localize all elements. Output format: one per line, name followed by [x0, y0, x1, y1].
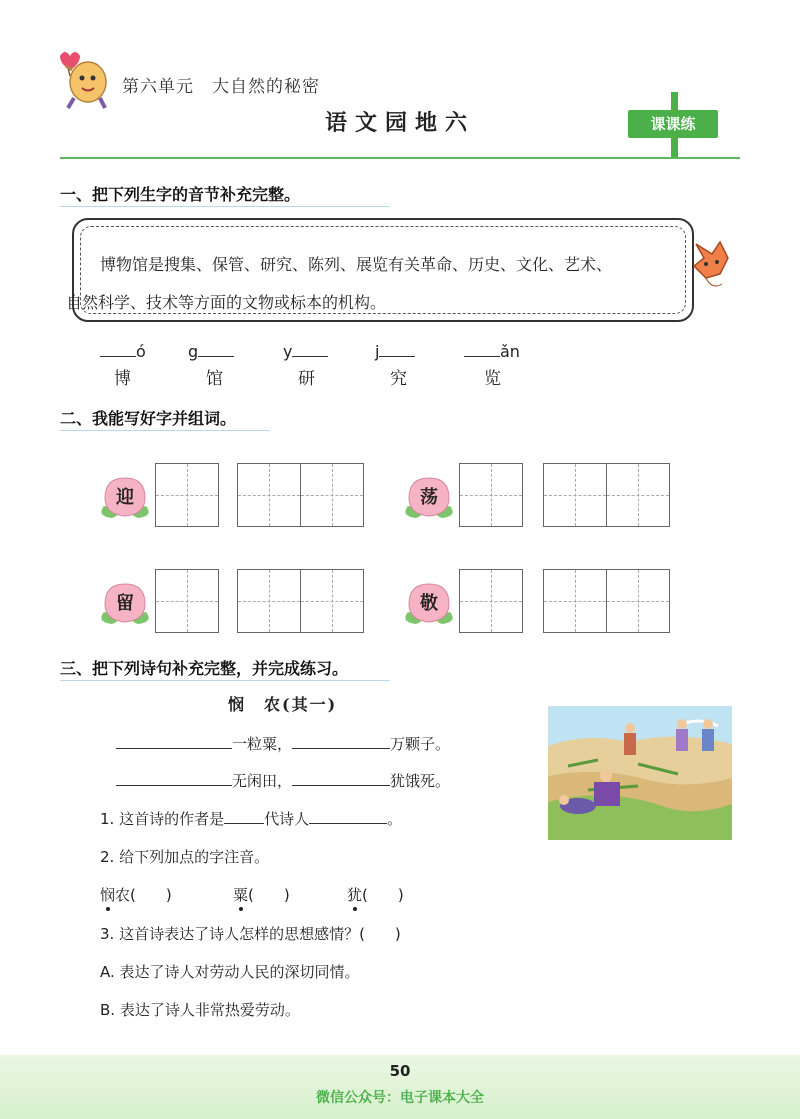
practice-char-4: 敬: [420, 593, 438, 614]
q2-item-2: 粟( ): [233, 886, 290, 904]
pinyin-item-5: ǎn: [464, 342, 520, 361]
wechat-watermark: 微信公众号：电子课本大全: [316, 1090, 484, 1106]
unit-title: 第六单元 大自然的秘密: [122, 77, 320, 97]
header-divider: [60, 157, 740, 159]
writing-grid-cell[interactable]: [155, 463, 219, 527]
char-4: 究: [390, 369, 407, 389]
answer-blank[interactable]: [292, 771, 390, 786]
page-number: 50: [389, 1062, 411, 1080]
answer-blank[interactable]: [224, 809, 264, 824]
writing-grid-cell[interactable]: [459, 463, 523, 527]
emphasis-dot: [239, 907, 243, 911]
writing-grid-cell[interactable]: [237, 463, 301, 527]
answer-blank[interactable]: [116, 734, 232, 749]
writing-grid-cell[interactable]: [300, 569, 364, 633]
question-3: 3. 这首诗表达了诗人怎样的思想感情？( ): [100, 925, 401, 943]
pinyin-item-2: g: [188, 342, 234, 361]
writing-grid-cell[interactable]: [606, 463, 670, 527]
writing-grid-cell[interactable]: [155, 569, 219, 633]
passage-line-2: 自然科学、技术等方面的文物或标本的机构。: [66, 293, 387, 312]
char-1: 博: [114, 369, 131, 389]
answer-blank[interactable]: [379, 342, 415, 357]
writing-grid-cell[interactable]: [606, 569, 670, 633]
writing-grid-cell[interactable]: [543, 463, 607, 527]
answer-blank[interactable]: [464, 342, 500, 357]
char-2: 馆: [206, 369, 223, 389]
q2-item-1: 悯农( ): [100, 886, 172, 904]
section3-underline: [60, 680, 390, 681]
poem-line-2: 无闲田， 犹饿死。: [116, 770, 450, 791]
option-a: A. 表达了诗人对劳动人民的深切同情。: [100, 963, 360, 981]
writing-grid-cell[interactable]: [459, 569, 523, 633]
writing-grid-cell[interactable]: [543, 569, 607, 633]
section3-title: 三、把下列诗句补充完整，并完成练习。: [60, 659, 349, 678]
passage-text: [66, 246, 690, 322]
practice-char-3: 留: [116, 593, 134, 614]
emphasis-dot: [353, 907, 357, 911]
pinyin-item-4: j: [375, 342, 415, 361]
lesson-badge: 课课练: [628, 110, 718, 138]
practice-char-2: 荡: [420, 487, 438, 508]
question-1: 1. 这首诗的作者是 代诗人 。: [100, 810, 403, 828]
writing-grid-cell[interactable]: [300, 463, 364, 527]
char-5: 览: [484, 369, 501, 389]
pinyin-item-1: ó: [100, 342, 146, 361]
answer-blank[interactable]: [100, 342, 136, 357]
char-3: 研: [298, 369, 315, 389]
emphasis-dot: [106, 907, 110, 911]
section2-title: 二、我能写好字并组词。: [60, 409, 237, 428]
writing-grid-cell[interactable]: [237, 569, 301, 633]
farmers-illustration: [548, 706, 732, 840]
passage-line-1: 博物馆是搜集、保管、研究、陈列、展览有关革命、历史、文化、艺术、: [100, 255, 613, 274]
answer-blank[interactable]: [309, 809, 387, 824]
section2-underline: [60, 430, 270, 431]
answer-blank[interactable]: [198, 342, 234, 357]
poem-title: 悯 农(其一): [228, 695, 338, 714]
option-b: B. 表达了诗人非常热爱劳动。: [100, 1001, 300, 1019]
poem-line-1: 一粒粟， 万颗子。: [116, 733, 450, 754]
section1-title: 一、把下列生字的音节补充完整。: [60, 185, 301, 204]
mascot-illustration: [56, 48, 114, 112]
answer-blank[interactable]: [116, 771, 232, 786]
q2-item-3: 犹( ): [347, 886, 404, 904]
section1-underline: [60, 206, 390, 207]
lesson-title: 语文园地六: [324, 110, 475, 136]
question-2: 2. 给下列加点的字注音。: [100, 848, 270, 866]
fox-icon: [690, 238, 734, 294]
practice-char-1: 迎: [116, 487, 134, 508]
answer-blank[interactable]: [292, 342, 328, 357]
answer-blank[interactable]: [292, 734, 390, 749]
pinyin-item-3: y: [283, 342, 328, 361]
